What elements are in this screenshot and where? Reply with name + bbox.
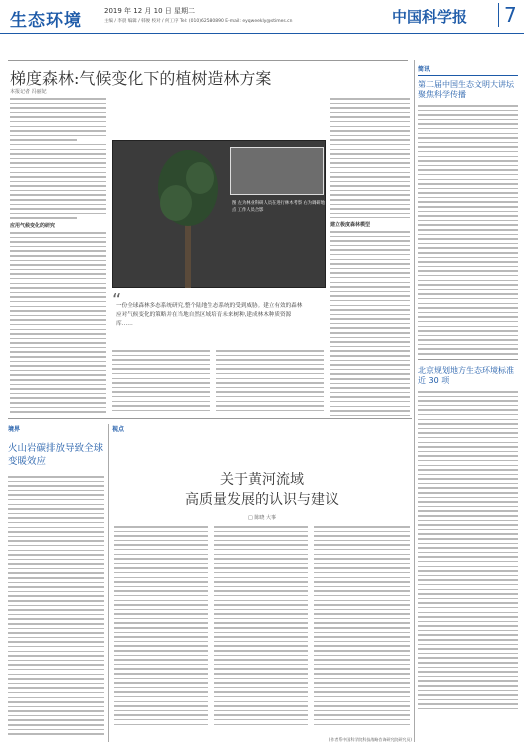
bottom-left-headline: 火山岩碳排放导致全球变暖效应 — [8, 443, 104, 467]
main-article-column-2a — [112, 350, 210, 416]
subhead-1: 应用气候变化的研究 — [10, 223, 56, 230]
section-title: 生态环境 — [10, 11, 82, 31]
author-note: (作者系中国科学院科技战略咨询研究院研究员) — [328, 737, 412, 742]
photo-caption: 图 左为林业科研人员在进行林木考察 右为调研地点 工作人员合影 — [232, 201, 325, 213]
tree-photo-icon — [150, 148, 226, 288]
issue-date: 2019 年 12 月 10 日 星期二 — [104, 7, 195, 15]
subhead-3: 建立极度森林模型 — [330, 222, 371, 228]
headline-rule — [8, 60, 408, 61]
brief-headline-2: 北京规划地方生态环境标准近 30 项 — [418, 366, 514, 385]
column-divider — [108, 424, 109, 742]
bottom-feature-byline: □ 陈晓 大事 — [248, 515, 276, 521]
group-photo-inset — [230, 147, 324, 195]
section-divider — [8, 418, 412, 419]
brief-divider — [418, 359, 518, 360]
feature-column-3 — [314, 526, 410, 732]
main-article-column-3b — [330, 218, 410, 416]
brief-body-2 — [418, 391, 518, 721]
feature-column-1 — [114, 526, 208, 732]
bottom-left-body — [8, 476, 104, 738]
bottom-left-tag: 境界 — [8, 426, 21, 433]
feature-column-2 — [214, 526, 308, 732]
main-headline: 梯度森林:气候变化下的植树造林方案 — [10, 69, 272, 88]
bottom-feature-tag: 视点 — [112, 426, 125, 433]
pull-quote: 一份全球森林多态系统研究,整个陆地生态系统的受到威胁。建立有效的森林应对气候变化的策略并在当地自然区域培育未来树种,建成林木种质资源库…… — [116, 303, 303, 327]
main-byline: 本报记者 冯丽妃 — [10, 89, 47, 95]
main-article-column-2b — [216, 350, 324, 416]
bottom-feature-headline-line-1: 关于黄河流域 — [220, 472, 304, 488]
quote-mark-icon: “ — [112, 290, 122, 311]
brief-news-column — [418, 64, 518, 721]
bottom-feature-headline-line-2: 高质量发展的认识与建议 — [185, 492, 339, 508]
newspaper-masthead: 中国科学报 — [392, 8, 468, 26]
brief-tag: 简讯 — [418, 64, 518, 76]
page-number: 7 — [498, 3, 517, 27]
brief-headline-1: 第二届中国生态文明大讲坛聚焦科学传播 — [418, 80, 514, 99]
editor-credits: 主编 / 李晨 编辑 / 韩俊 校对 / 何工序 Tel: (010)62580890 E-mail: eyqweekly@stimes.cn — [104, 19, 293, 24]
main-article-column-1 — [10, 98, 106, 416]
side-column-divider — [414, 60, 415, 742]
bottom-feature-headline — [112, 470, 412, 510]
brief-body-1 — [418, 105, 518, 355]
main-article-column-3 — [330, 98, 410, 218]
